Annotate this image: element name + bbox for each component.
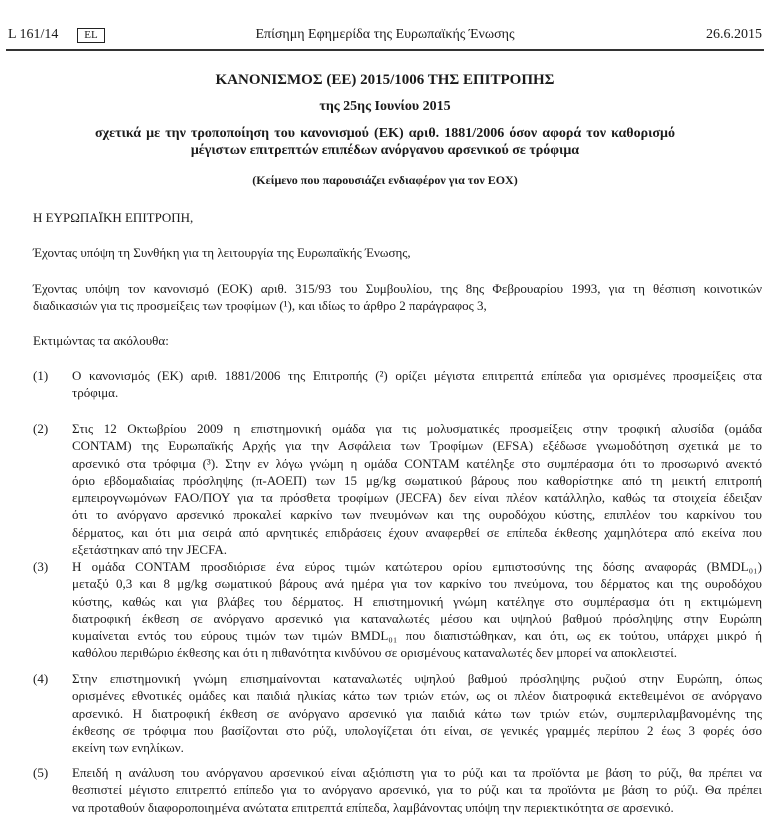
- recital-line: αρσενικό. Η διατροφική έκθεση σε ανόργανο αρσενικό για παιδιά κάτω των τριών ετών, συμπεριλαμβανομένης της: [72, 705, 762, 721]
- citation-line: διαδικασιών για τις προσμείξεις των τροφίμων (¹), και ιδίως το άρθρο 2 παράγραφος 3,: [33, 298, 487, 314]
- recital-text: [72, 558, 762, 662]
- recital-line: εμπειρογνωμόνων FAO/ΠΟΥ για τα πρόσθετα τροφίμων (JECFA) δεν είναι πλέον κατάλληλο, καθώς τα στοιχεία έδειξαν: [72, 490, 762, 506]
- recital-line: CONTAM) της Ευρωπαϊκής Αρχής για την Ασφάλεια των Τροφίμων (EFSA) εξέδωσε γνωμοδότηση σχετικά με το: [72, 438, 762, 454]
- subject-line: μέγιστων επιτρεπτών επιπέδων ανόργανου αρσενικού σε τρόφιμα: [190, 143, 580, 158]
- recital-line: αρσενικό στα τρόφιμα (³). Στην εν λόγω γνώμη η ομάδα CONTAM κατέληξε στο συμπέρασμα ότι το προσωρινό ανεκτό: [72, 455, 762, 471]
- recital-number: (4): [33, 671, 49, 686]
- recital-number: (1): [33, 368, 49, 383]
- recital-line: εξετάστηκαν από την JECFA.: [72, 542, 228, 558]
- recital-line: καθόλου περιθώριο έκθεσης και ότι η πιθανότητα κινδύνου σε ορισμένους καταναλωτές δεν μπορεί να αποκλειστεί.: [72, 645, 678, 661]
- header-rule: [6, 49, 764, 51]
- recital-line: δέρματος, και ότι μια σειρά από αρνητικές επιδράσεις έχουν αναφερθεί σε επίπεδα έκθεσης χαμηλότερα από εκείνα που: [72, 524, 762, 540]
- recital-text: [72, 367, 762, 402]
- regulation-subject: [0, 125, 770, 159]
- recital-number: (3): [33, 559, 49, 574]
- recital-text: [72, 670, 762, 756]
- citation-treaty: Έχοντας υπόψη τη Συνθήκη για τη λειτουργία της Ευρωπαϊκής Ένωσης,: [33, 245, 411, 260]
- recital-line: όριο εβδομαδιαίας πρόσληψης (π-ΑΟΕΠ) των 15 μg/kg σωματικού βάρους που καθορίστηκε από τη μεικτή επιτροπή: [72, 472, 762, 488]
- recital-line: διατροφική έκθεση σε ανόργανο αρσενικό για καταναλωτές μέσου και υψηλού βαθμού πρόσληψης στην Ευρώπη: [72, 610, 762, 626]
- recital-line: ότι το ανόργανο αρσενικό προκαλεί καρκίνο των πνευμόνων και της ουροδόχου κύστης, επιπλέον του καρκίνου του: [72, 507, 762, 523]
- publication-date: 26.6.2015: [706, 27, 762, 42]
- recital-line: ορισμένες εθνοτικές ομάδες και παιδιά ηλικίας κάτω των τριών ετών, ως οι πλέον διατροφικά εκτεθειμένοι σε ανόργανο: [72, 688, 762, 704]
- recital-line: Η ομάδα CONTAM προσδιόρισε ένα εύρος τιμών κατώτερου ορίου εμπιστοσύνης της δόσης αναφοράς (BMDL₀₁): [72, 559, 762, 574]
- recital-line: Επειδή η ανάλυση του ανόργανου αρσενικού είναι αξιόπιστη για το ρύζι και τα προϊόντα με βάση το ρύζι, θα πρέπει να: [72, 765, 762, 780]
- eea-note: (Κείμενο που παρουσιάζει ενδιαφέρον για τον ΕΟΧ): [252, 173, 518, 187]
- recital-line: θεσπιστεί μέγιστο επιτρεπτό επίπεδο για το ανόργανο αρσενικό, για το ρύζι και τα προϊόντα με βάση το ρύζι. Θα πρέπει: [72, 782, 762, 798]
- recital-number: (2): [33, 421, 49, 436]
- recital-line: κυμαίνεται εντός του εύρους τιμών των τιμών BMDL₀₁ που διαπιστώθηκαν, και ότι, ως εκ τούτου, υπάρχει μικρό ή: [72, 628, 762, 644]
- recital-line: εκείνη των ενηλίκων.: [72, 740, 184, 756]
- language-badge: EL: [77, 28, 105, 43]
- regulation-title: ΚΑΝΟΝΙΣΜΟΣ (ΕΕ) 2015/1006 ΤΗΣ ΕΠΙΤΡΟΠΗΣ: [215, 72, 555, 88]
- whereas-intro: Εκτιμώντας τα ακόλουθα:: [33, 333, 169, 348]
- subject-line: σχετικά με την τροποποίηση του κανονισμού (ΕΚ) αριθ. 1881/2006 όσον αφορά τον καθορισμό: [95, 126, 675, 141]
- recital-line: έκθεσης σε τρόφιμα που βασίζονται στο ρύζι, υπολογίζεται ότι είναι, σε γενικές γραμμές περίπου 2 έως 3 φορές όσο: [72, 722, 762, 738]
- journal-title: Επίσημη Εφημερίδα της Ευρωπαϊκής Ένωσης: [255, 27, 515, 42]
- authority: Η ΕΥΡΩΠΑΪΚΗ ΕΠΙΤΡΟΠΗ,: [33, 210, 194, 225]
- recital-line: τρόφιμα.: [72, 385, 119, 401]
- page-reference: L 161/14: [8, 27, 59, 42]
- recital-line: Στην επιστημονική γνώμη επισημαίνονται καταναλωτές υψηλού βαθμού πρόσληψης ρυζιού στην Ευρώπη, όπως: [72, 671, 762, 686]
- citation-line: Έχοντας υπόψη τον κανονισμό (ΕΟΚ) αριθ. 315/93 του Συμβουλίου, της 8ης Φεβρουαρίου 1993, για τη θέσπιση κοινοτικών: [33, 281, 762, 296]
- regulation-date: της 25ης Ιουνίου 2015: [319, 99, 451, 114]
- recital-number: (5): [33, 765, 49, 780]
- recital-line: να προταθούν διαφοροποιημένα ανώτατα επιτρεπτά επίπεδα, λαμβάνοντας υπόψη την περιεκτικότητα σε αρσενικό.: [72, 799, 674, 815]
- recital-line: Στις 12 Οκτωβρίου 2009 η επιστημονική ομάδα για τις μολυσματικές προσμείξεις στην τροφική αλυσίδα (ομάδα: [72, 421, 762, 436]
- recital-line: κύστης, καθώς και για βλάβες του δέρματος. Η επιστημονική γνώμη κατέληγε στο συμπέρασμα ότι η εκτιμώμενη: [72, 593, 762, 609]
- recital-text: [72, 420, 762, 558]
- recital-line: Ο κανονισμός (ΕΚ) αριθ. 1881/2006 της Επιτροπής (²) ορίζει μέγιστα επιτρεπτά επίπεδα για ορισμένες προσμείξεις στα: [72, 368, 762, 383]
- recital-text: [72, 764, 762, 816]
- recital-line: μεταξύ 0,3 και 8 μg/kg σωματικού βάρους ανά ημέρα για τον καρκίνο του πνεύμονα, του δέρματος και της ουροδόχου: [72, 576, 762, 592]
- citation-regulation: [33, 280, 762, 315]
